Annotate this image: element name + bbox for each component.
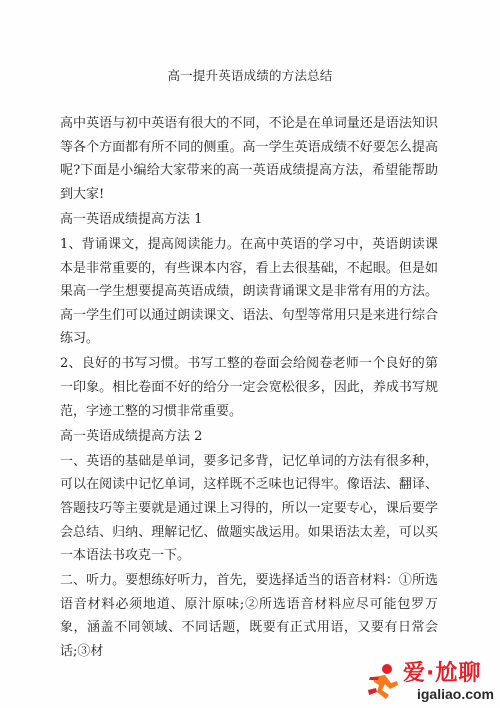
section-heading-2: 高一英语成绩提高方法 2	[60, 428, 203, 444]
document-title: 高一提升英语成绩的方法总结	[167, 68, 333, 83]
intro-paragraph: 高中英语与初中英语有很大的不同，不论是在单词量还是语法知识等各个方面都有所不同的侧重。高一学生英语成绩不好要怎么提高呢?下面是小编给大家带来的高一英语成绩提高方法，希望能帮助到大家!	[60, 116, 438, 202]
watermark-url: igaliao.com	[416, 685, 494, 702]
site-watermark	[365, 662, 494, 702]
section-heading-1: 高一英语成绩提高方法 1	[60, 211, 203, 227]
watermark-brand: 爱·尬聊	[402, 661, 482, 687]
paragraph-method-1-1: 1、背诵课文，提高阅读能力。在高中英语的学习中，英语朗读课本是非常重要的，有些课本内容，看上去很基础，不起眼。但是如果高一学生想要提高英语成绩，朗读背诵课文是非常有用的方法。高一学生们可以通过朗读课文、语法、句型等常用只是来进行综合练习。	[60, 236, 438, 347]
paragraph-method-2-2: 二、听力。要想练好听力，首先，要选择适当的语音材料：①所选语音材料必须地道、原汁原味;②所选语音材料应尽可能包罗万象，涵盖不同领域、不同话题，既要有正式用语，又要有日常会话;③材	[60, 573, 438, 660]
document-body	[60, 112, 438, 665]
paragraph-method-1-2: 2、良好的书写习惯。书写工整的卷面会给阅卷老师一个良好的第一印象。相比卷面不好的给分一定会宽松很多，因此，养成书写规范，字迹工整的习惯非常重要。	[60, 356, 438, 419]
watermark-text	[403, 662, 494, 702]
running-figure-logo-icon	[365, 663, 399, 701]
paragraph-method-2-1: 一、英语的基础是单词，要多记多背，记忆单词的方法有很多种，可以在阅读中记忆单词，这样既不乏味也记得牢。像语法、翻译、答题技巧等主要就是通过课上习得的，所以一定要专心，课后要学会总结、归纳、理解记忆、做题实战运用。如果语法太差，可以买一本语法书攻克一下。	[60, 453, 438, 564]
